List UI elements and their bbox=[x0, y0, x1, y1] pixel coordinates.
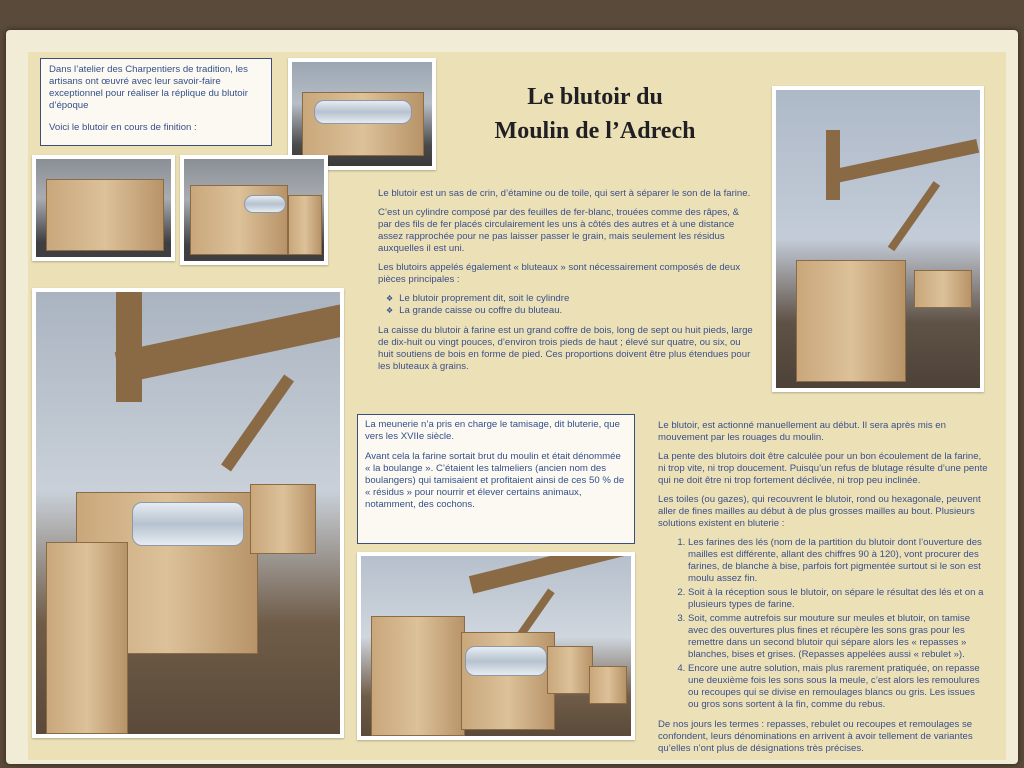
page-title bbox=[460, 80, 730, 148]
main-paragraph-1: Le blutoir est un sas de crin, d’étamine ou de toile, qui sert à séparer le son de la farine. bbox=[378, 188, 751, 199]
photo-mill-interior bbox=[772, 86, 984, 392]
right-paragraph-3: Les toiles (ou gazes), qui recouvrent le blutoir, rond ou hexagonale, peuvent aller de fines mailles au début à de plus grosses mailles au bout. Plusieurs solutions existent en bluterie : bbox=[658, 494, 981, 529]
right-text bbox=[658, 420, 988, 762]
meunerie-box bbox=[357, 414, 635, 544]
right-paragraph-2: La pente des blutoirs doit être calculée pour un bon écoulement de la farine, ni trop vite, ni trop doucement. Puisqu’un refus de blutage résulte d’une pente qui ne doit être ni trop fortement déclivée, ni trop peu inclinée. bbox=[658, 451, 988, 486]
photo-blutoir-large bbox=[32, 288, 344, 738]
main-list bbox=[378, 293, 753, 317]
solutions-list bbox=[658, 537, 988, 711]
main-list-item: ❖ Le blutoir proprement dit, soit le cylindre bbox=[400, 293, 753, 305]
meunerie-paragraph-2: Avant cela la farine sortait brut du moulin et était dénommée bbox=[365, 451, 621, 462]
meunerie-paragraph-2c: « résidus » pour nourrir et élever certains animaux, notamment, des cochons. bbox=[365, 487, 582, 510]
photo-blutoir-bottom bbox=[357, 552, 635, 740]
intro-box bbox=[40, 58, 272, 146]
main-text bbox=[378, 188, 753, 380]
intro-caption: Voici le blutoir en cours de finition : bbox=[49, 122, 197, 133]
main-paragraph-3: Les blutoirs appelés également « bluteaux » sont nécessairement composés de deux pièces principales : bbox=[378, 262, 741, 285]
photo-cabinet-open bbox=[180, 155, 328, 265]
photo-sieve-top bbox=[288, 58, 436, 170]
right-paragraph-1: Le blutoir, est actionné manuellement au début. Il sera après mis en mouvement par les rouages du moulin. bbox=[658, 420, 946, 443]
title-line-2: Moulin de l’Adrech bbox=[494, 118, 696, 144]
meunerie-paragraph-2b: « la boulange ». C’étaient les talmeliers (ancien nom des boulangers) qui tamisaient et profitaient ainsi de ces 50 % de bbox=[365, 463, 625, 486]
intro-text: Dans l’atelier des Charpentiers de tradition, les artisans ont œuvré avec leur savoir-faire exceptionnel pour réaliser la réplique du blutoir d’époque bbox=[49, 64, 248, 111]
main-list-item: ❖ La grande caisse ou coffre du bluteau. bbox=[400, 305, 753, 317]
photo-cabinet-closed bbox=[32, 155, 175, 261]
title-line-1: Le blutoir du bbox=[527, 84, 663, 110]
meunerie-paragraph-1: La meunerie n’a pris en charge le tamisage, dit bluterie, que vers les XVIIe siècle. bbox=[365, 419, 620, 442]
solution-item: 1. Les farines des lés (nom de la partition du blutoir dont l’ouverture des mailles est différente, allant des chiffres 90 à 120), vont procurer des farines, de blanche à bise, parfois fort pigmentée surtout si le son est moulu assez fin. bbox=[688, 537, 988, 585]
solution-item: 3. Soit, comme autrefois sur mouture sur meules et blutoir, on tamise avec des ouvertures plus fines et récupère les sons gras pour les remettre dans un second blutoir qui sépare alors les « repasses » blanches, bises et grises. (Repasses appelées aussi « rebulet »). bbox=[688, 613, 988, 661]
main-paragraph-4: La caisse du blutoir à farine est un grand coffre de bois, long de sept ou huit pieds, large de dix-huit ou vingt pouces, d’environ trois pieds de haut ; élevé sur quatre, ou six, ou huit soutiens de bois en forme de pied. Ces proportions doivent être plus étendues pour les bluteaux à grains. bbox=[378, 325, 753, 372]
right-paragraph-4: De nos jours les termes : repasses, rebulet ou recoupes et remoulages se confondent, leurs dénominations en arrivent à avoir tellement de variantes qu’elles n’ont plus de désignations très précises. bbox=[658, 719, 973, 754]
solution-item: 2. Soit à la réception sous le blutoir, on sépare le résultat des lés et on a plusieurs types de farine. bbox=[688, 587, 988, 611]
main-paragraph-2: C’est un cylindre composé par des feuilles de fer-blanc, trouées comme des râpes, & par des fils de fer placés circulairement les uns à côtés des autres et à une distance assez rapprochée pour ne pas laisser passer le grain, mais seulement les résidus auxquelles il est uni. bbox=[378, 207, 740, 254]
solution-item: 4. Encore une autre solution, mais plus rarement pratiquée, on repasse une deuxième fois les sons sous la meule, c’est alors les remoulures ou recoupes qui se divise en remoulages blancs ou gris. Les issues ou gros sons sortent à la fin, comme du rebus. bbox=[688, 663, 988, 711]
